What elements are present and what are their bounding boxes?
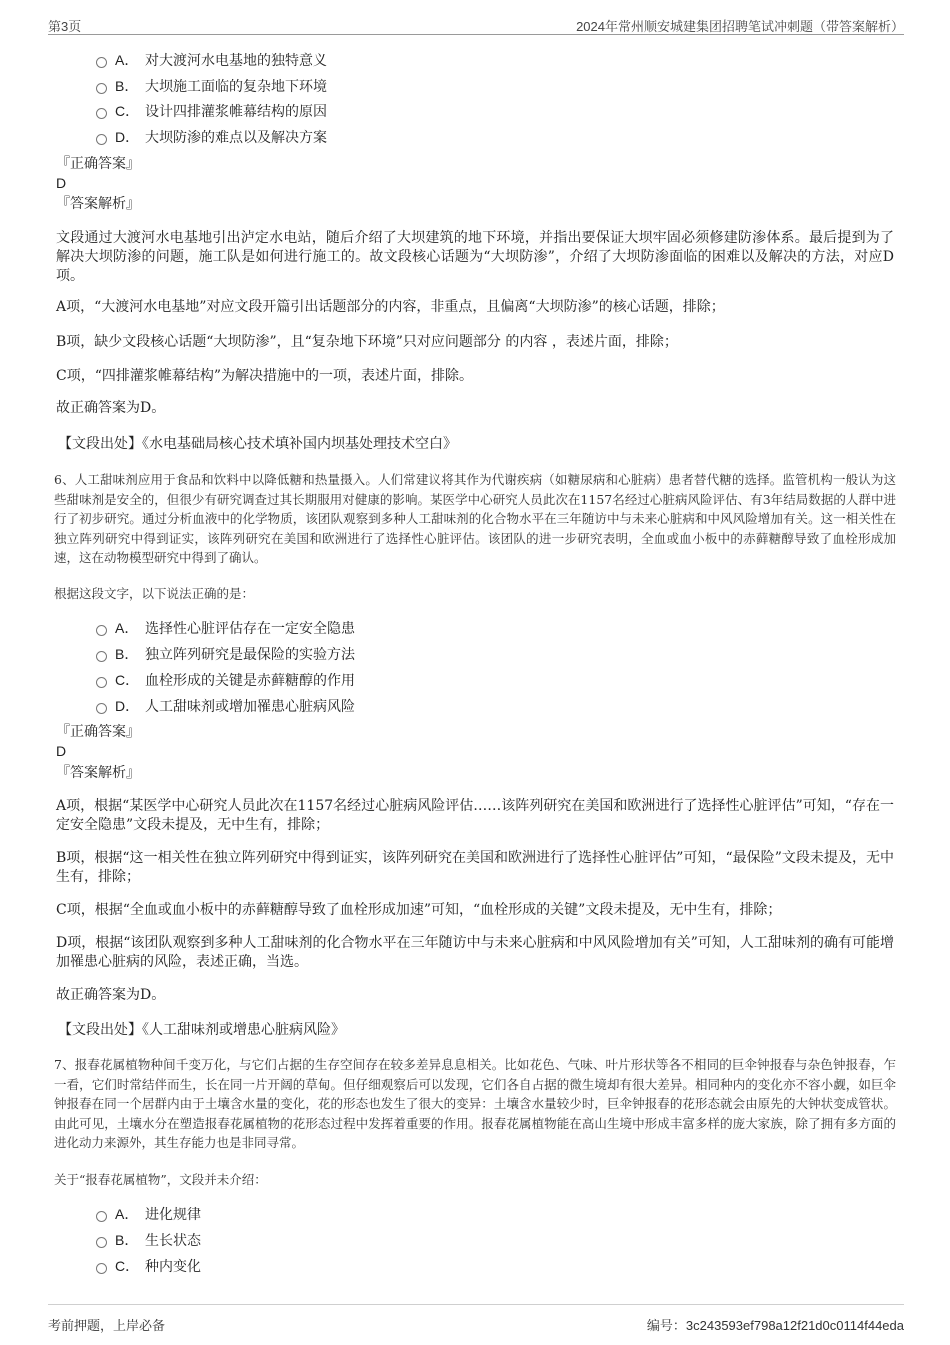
radio-icon[interactable] <box>96 651 107 662</box>
radio-icon[interactable] <box>96 703 107 714</box>
q6-analysis-label: 『答案解析』 <box>56 765 140 781</box>
q5-option-a[interactable]: A． 对大渡河水电基地的独特意义 <box>96 50 327 72</box>
q6-conclusion: 故正确答案为D。 <box>56 987 166 1003</box>
q5-option-d[interactable]: D． 大坝防渗的难点以及解决方案 <box>96 127 327 149</box>
option-text: 对大渡河水电基地的独特意义 <box>145 53 327 69</box>
q5-analysis-summary: 文段通过大渡河水电基地引出泸定水电站，随后介绍了大坝建筑的地下环境，并指出要保证大坝牢固必须修建防渗体系。最后提到为了解决大坝防渗的问题，施工队是如何进行施工的。故文段核心话题为“大坝防渗”，介绍了大坝防渗面临的困难以及解决的方法，对应D项。 <box>56 230 894 284</box>
q6-prompt: 根据这段文字，以下说法正确的是： <box>54 586 255 601</box>
radio-icon[interactable] <box>96 83 107 94</box>
q5-conclusion: 故正确答案为D。 <box>56 400 166 416</box>
option-text: 血栓形成的关键是赤藓糖醇的作用 <box>145 673 355 689</box>
q6-analysis-b: B项，根据“这一相关性在独立阵列研究中得到证实，该阵列研究在美国和欧洲进行了选择性心脏评估”可知，“最保险”文段未提及，无中生有，排除； <box>56 850 894 885</box>
q7-option-b[interactable]: B． 生长状态 <box>96 1230 201 1252</box>
q7-question: 7、报春花属植物种间千变万化，与它们占据的生存空间存在较多差异息息相关。比如花色、气味、叶片形状等各不相同的巨伞钟报春与杂色钟报春，乍一看，它们时常结伴而生，长在同一片开阔的草甸。但仔细观察后可以发现，它们各自占据的微生境却有很大差异。相同种内的变化亦不容小觑，如巨伞钟报春在同一个居群内由于土壤含水量的变化，花的形态也发生了很大的变异：土壤含水量较少时，巨伞钟报春的花形态就会由原先的大钟状变成管状。由此可见，土壤水分在塑造报春花属植物的花形态过程中发挥着重要的作用。报春花属植物能在高山生境中形成丰富多样的庞大家族，除了拥有多方面的进化动力来源外，其生存能力也是非同寻常。 <box>54 1057 896 1150</box>
option-text: 大坝防渗的难点以及解决方案 <box>145 130 327 146</box>
q6-analysis-a: A项，根据“某医学中心研究人员此次在1157名经过心脏病风险评估……该阵列研究在美国和欧洲进行了选择性心脏评估”可知，“存在一定安全隐患”文段未提及，无中生有，排除； <box>56 798 894 833</box>
q5-option-c[interactable]: C． 设计四排灌浆帷幕结构的原因 <box>96 101 327 123</box>
q6-option-a[interactable]: A． 选择性心脏评估存在一定安全隐患 <box>96 618 355 640</box>
footer-slogan: 考前押题，上岸必备 <box>48 1318 166 1333</box>
document-title: 2024年常州顺安城建集团招聘笔试冲刺题（带答案解析） <box>576 19 904 34</box>
q6-analysis-d: D项，根据“该团队观察到多种人工甜味剂的化合物水平在三年随访中与未来心脏病和中风风险增加有关”可知，人工甜味剂的确有可能增加罹患心脏病的风险，表述正确，当选。 <box>56 935 894 970</box>
radio-icon[interactable] <box>96 108 107 119</box>
radio-icon[interactable] <box>96 677 107 688</box>
radio-icon[interactable] <box>96 1237 107 1248</box>
q6-answer: D <box>56 743 67 759</box>
q6-question: 6、人工甜味剂应用于食品和饮料中以降低糖和热量摄入。人们常建议将其作为代谢疾病（如糖尿病和心脏病）患者替代糖的选择。监管机构一般认为这些甜味剂是安全的，但很少有研究调查过其长期服用对健康的影响。某医学中心研究人员此次在1157名经过心脏病风险评估、有3年结局数据的人群中进行了初步研究。通过分析血液中的化学物质，该团队观察到多种人工甜味剂的化合物水平在三年随访中与未来心脏病和中风风险增加有关。这一相关性在独立阵列研究中得到证实，该阵列研究在美国和欧洲进行了选择性心脏评估。该团队的进一步研究表明，全血或血小板中的赤藓糖醇导致了血栓形成加速，这在动物模型研究中得到了确认。 <box>54 472 896 565</box>
q5-analysis-label: 『答案解析』 <box>56 196 140 212</box>
q6-option-b[interactable]: B． 独立阵列研究是最保险的实验方法 <box>96 644 355 666</box>
code-value: 3c243593ef798a12f21d0c0114f44eda <box>685 1318 904 1333</box>
page-header <box>48 14 904 35</box>
radio-icon[interactable] <box>96 1263 107 1274</box>
q5-analysis-b: B项，缺少文段核心话题“大坝防渗”，且“复杂地下环境”只对应问题部分 的内容 ，表述片面，排除； <box>56 334 678 350</box>
option-text: 选择性心脏评估存在一定安全隐患 <box>145 621 355 637</box>
option-text: 生长状态 <box>145 1233 201 1249</box>
q7-prompt: 关于“报春花属植物”，文段并未介绍： <box>54 1172 267 1187</box>
q5-analysis-c: C项，“四排灌浆帷幕结构”为解决措施中的一项，表述片面，排除。 <box>56 368 474 384</box>
radio-icon[interactable] <box>96 134 107 145</box>
q7-option-c[interactable]: C． 种内变化 <box>96 1256 201 1278</box>
page-number: 第3页 <box>48 19 82 34</box>
option-text: 独立阵列研究是最保险的实验方法 <box>145 647 355 663</box>
option-text: 大坝施工面临的复杂地下环境 <box>145 79 327 95</box>
option-text: 种内变化 <box>145 1259 201 1275</box>
radio-icon[interactable] <box>96 1211 107 1222</box>
option-text: 进化规律 <box>145 1207 201 1223</box>
q5-answer-label: 『正确答案』 <box>56 156 140 172</box>
option-text: 人工甜味剂或增加罹患心脏病风险 <box>145 699 355 715</box>
page-footer <box>48 1304 904 1337</box>
q5-analysis-a: A项，“大渡河水电基地”对应文段开篇引出话题部分的内容，非重点，且偏离“大坝防渗”的核心话题，排除； <box>56 299 725 315</box>
option-text: 设计四排灌浆帷幕结构的原因 <box>145 104 327 120</box>
footer-code <box>647 1315 904 1334</box>
q6-analysis-c: C项，根据“全血或血小板中的赤藓糖醇导致了血栓形成加速”可知，“血栓形成的关键”文段未提及，无中生有，排除； <box>56 902 782 918</box>
q6-option-d[interactable]: D． 人工甜味剂或增加罹患心脏病风险 <box>96 696 355 718</box>
q6-source: 【文段出处】《人工甜味剂或增患心脏病风险》 <box>58 1022 345 1038</box>
q5-option-b[interactable]: B． 大坝施工面临的复杂地下环境 <box>96 76 327 98</box>
q6-option-c[interactable]: C． 血栓形成的关键是赤藓糖醇的作用 <box>96 670 355 692</box>
radio-icon[interactable] <box>96 57 107 68</box>
code-label: 编号： <box>646 1318 686 1333</box>
q5-answer: D <box>56 175 67 191</box>
q6-answer-label: 『正确答案』 <box>56 724 140 740</box>
q7-option-a[interactable]: A． 进化规律 <box>96 1204 201 1226</box>
q5-source: 【文段出处】《水电基础局核心技术填补国内坝基处理技术空白》 <box>58 436 457 452</box>
radio-icon[interactable] <box>96 625 107 636</box>
